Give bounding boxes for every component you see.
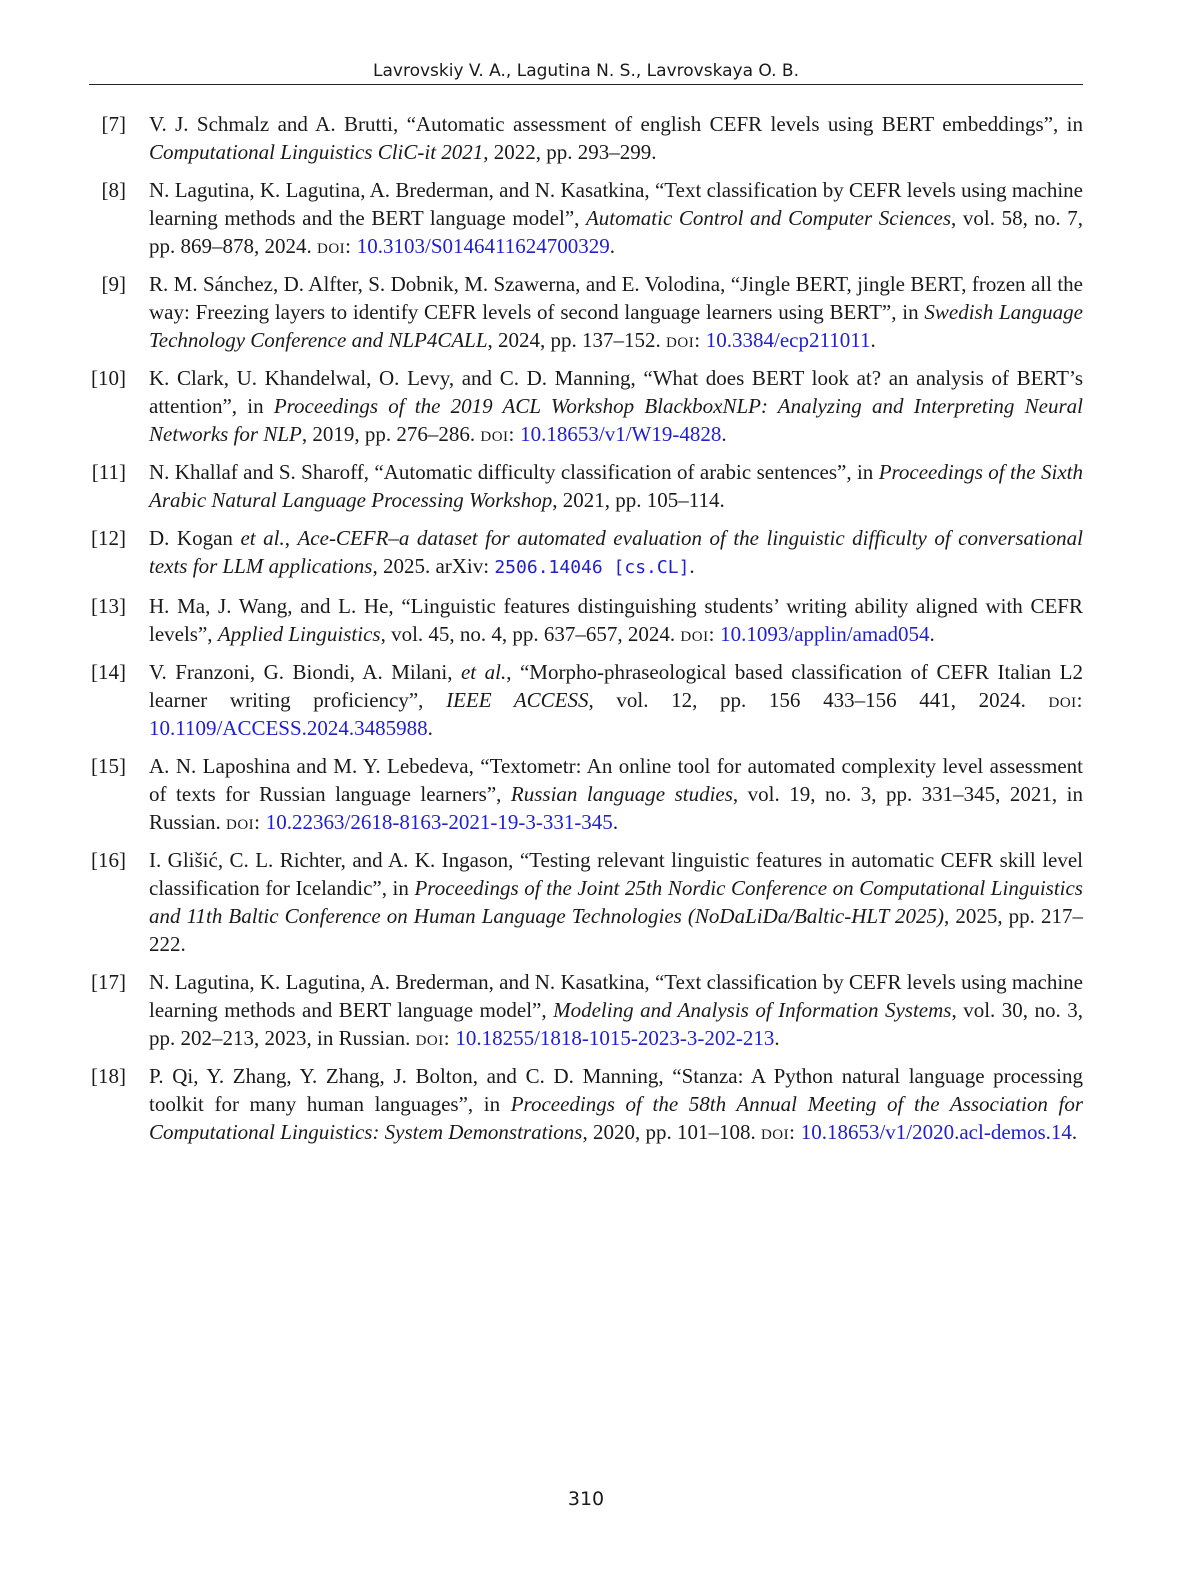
reference-text: N. Khallaf and S. Sharoff, “Automatic difficulty classification of arabic sentences”, in Proceedings of the Sixth Arabic Natural Language Processing Workshop, 2021, pp. 105–114. [149, 460, 1083, 512]
reference-text: V. J. Schmalz and A. Brutti, “Automatic assessment of english CEFR levels using BERT embeddings”, in Computational Linguistics CliC-it 2021, 2022, pp. 293–299. [149, 112, 1083, 164]
running-head: Lavrovskiy V. A., Lagutina N. S., Lavrovskaya O. B. [373, 61, 799, 81]
header-rule [89, 84, 1083, 85]
reference-label: [13] [91, 594, 126, 618]
reference-text: P. Qi, Y. Zhang, Y. Zhang, J. Bolton, and C. D. Manning, “Stanza: A Python natural language processing toolkit for many human languages”, in Proceedings of the 58th Annual Meeting of the Association for Computational Linguistics: System Demonstrations, 2020, pp. 101–108. doi: 10.18653/v1/2020.acl-demos.14. [149, 1064, 1083, 1144]
doi-label: doi: [1048, 688, 1084, 712]
doi-label: doi: [760, 1120, 796, 1144]
doi-link[interactable]: 10.3103/S0146411624700329 [356, 234, 610, 258]
reference-text: I. Glišić, C. L. Richter, and A. K. Ingason, “Testing relevant linguistic features in automatic CEFR skill level classification for Icelandic”, in Proceedings of the Joint 25th Nordic Conference on Computational Linguistics and 11th Baltic Conference on Human Language Technologies (NoDaLiDa/Baltic-HLT 2025), 2025, pp. 217–222. [149, 848, 1084, 956]
reference-label: [10] [91, 366, 126, 390]
doi-label: doi: [680, 622, 715, 646]
reference-item [89, 592, 1083, 648]
reference-label: [8] [101, 178, 126, 202]
doi-link[interactable]: 10.1093/applin/amad054 [720, 622, 930, 646]
doi-link[interactable]: 10.18653/v1/2020.acl-demos.14 [800, 1120, 1072, 1144]
reference-label: [16] [91, 848, 126, 872]
reference-label: [7] [101, 112, 126, 136]
doi-label: doi: [317, 234, 352, 258]
doi-link[interactable]: 10.1109/ACCESS.2024.3485988 [149, 716, 428, 740]
reference-item [89, 458, 1083, 514]
reference-item [89, 752, 1083, 836]
reference-label: [14] [91, 660, 126, 684]
reference-text: N. Lagutina, K. Lagutina, A. Brederman, and N. Kasatkina, “Text classification by CEFR levels using machine learning methods and the BERT language model”, Automatic Control and Computer Sciences, vol. 58, no. 7, pp. 869–878, 2024. doi: 10.3103/S0146411624700329. [149, 178, 1084, 258]
doi-label: doi: [480, 422, 515, 446]
reference-text: H. Ma, J. Wang, and L. He, “Linguistic features distinguishing students’ writing ability aligned with CEFR levels”, Applied Linguistics, vol. 45, no. 4, pp. 637–657, 2024. doi: 10.1093/applin/amad054. [149, 594, 1083, 646]
reference-list [89, 110, 1083, 1156]
reference-label: [12] [91, 526, 126, 550]
reference-item [89, 364, 1083, 448]
reference-item [89, 270, 1083, 354]
reference-item [89, 1062, 1083, 1146]
reference-item [89, 176, 1083, 260]
reference-item [89, 968, 1083, 1052]
reference-text: R. M. Sánchez, D. Alfter, S. Dobnik, M. Szawerna, and E. Volodina, “Jingle BERT, jingle BERT, frozen all the way: Freezing layers to identify CEFR levels of second language learners using BERT”, in Swedish Language Technology Conference and NLP4CALL, 2024, pp. 137–152. doi: 10.3384/ecp211011. [149, 272, 1083, 352]
reference-item [89, 524, 1083, 582]
reference-label: [15] [91, 754, 126, 778]
reference-text: N. Lagutina, K. Lagutina, A. Brederman, and N. Kasatkina, “Text classification by CEFR levels using machine learning methods and BERT language model”, Modeling and Analysis of Information Systems, vol. 30, no. 3, pp. 202–213, 2023, in Russian. doi: 10.18255/1818-1015-2023-3-202-213. [149, 970, 1083, 1050]
reference-text: A. N. Laposhina and M. Y. Lebedeva, “Textometr: An online tool for automated complexity level assessment of texts for Russian language learners”, Russian language studies, vol. 19, no. 3, pp. 331–345, 2021, in Russian. doi: 10.22363/2618-8163-2021-19-3-331-345. [149, 754, 1083, 834]
reference-label: [9] [101, 272, 126, 296]
page-number: 310 [567, 1488, 605, 1510]
doi-link[interactable]: 10.18255/1818-1015-2023-3-202-213 [455, 1026, 775, 1050]
reference-text: D. Kogan et al., Ace-CEFR–a dataset for automated evaluation of the linguistic difficulty of conversational texts for LLM applications, 2025. arXiv: 2506.14046 [cs.CL]. [149, 526, 1083, 578]
doi-label: doi: [415, 1026, 451, 1050]
reference-label: [18] [91, 1064, 126, 1088]
reference-item [89, 658, 1083, 742]
doi-link[interactable]: 10.18653/v1/W19-4828 [520, 422, 722, 446]
doi-label: doi: [666, 328, 701, 352]
reference-label: [17] [91, 970, 126, 994]
doi-link[interactable]: 10.3384/ecp211011 [705, 328, 871, 352]
doi-label: doi: [226, 810, 261, 834]
reference-item [89, 110, 1083, 166]
reference-label: [11] [91, 460, 126, 484]
reference-item [89, 846, 1083, 958]
reference-text: V. Franzoni, G. Biondi, A. Milani, et al., “Morpho-phraseological based classification of CEFR Italian L2 learner writing proficiency”, IEEE ACCESS, vol. 12, pp. 156 433–156 441, 2024. doi: 10.1109/ACCESS.2024.3485988. [149, 660, 1084, 740]
doi-link[interactable]: 10.22363/2618-8163-2021-19-3-331-345 [265, 810, 613, 834]
reference-text: K. Clark, U. Khandelwal, O. Levy, and C. D. Manning, “What does BERT look at? an analysis of BERT’s attention”, in Proceedings of the 2019 ACL Workshop BlackboxNLP: Analyzing and Interpreting Neural Networks for NLP, 2019, pp. 276–286. doi: 10.18653/v1/W19-4828. [149, 366, 1083, 446]
arxiv-link[interactable]: 2506.14046 [cs.CL] [494, 557, 690, 578]
